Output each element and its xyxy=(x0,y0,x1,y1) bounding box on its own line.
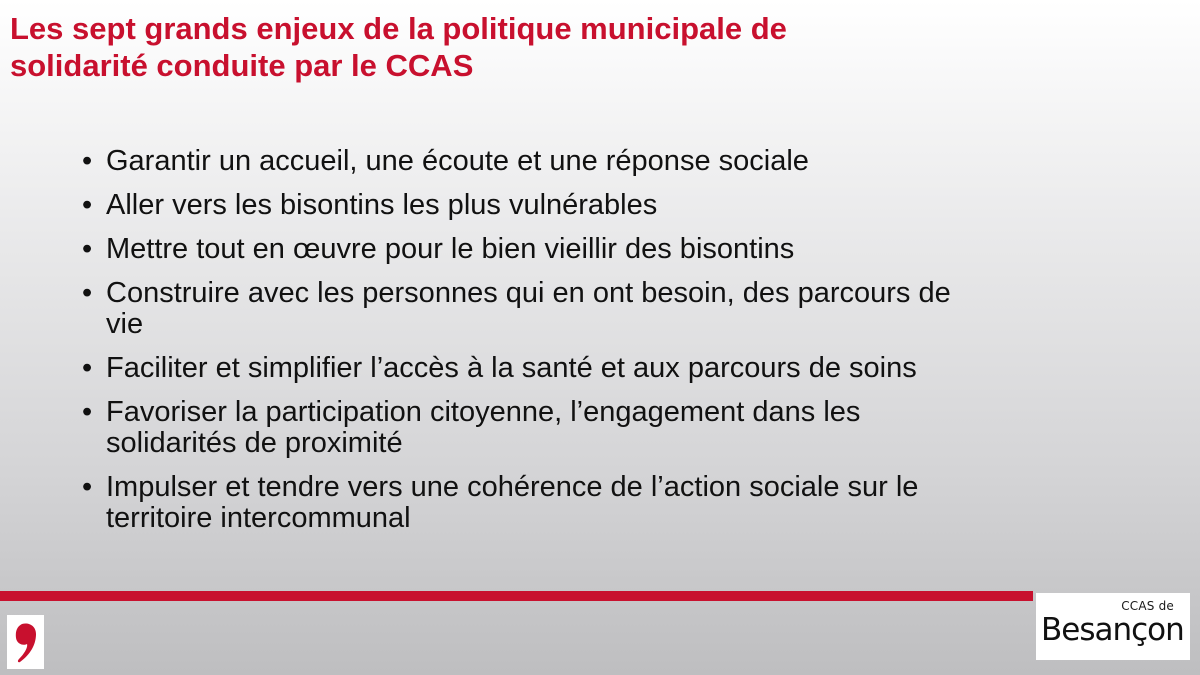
bullet-text-line-1: Impulser et tendre vers une cohérence de l’action sociale sur le xyxy=(106,471,919,503)
bullet-icon: • xyxy=(82,277,93,309)
bullet-icon: • xyxy=(82,233,93,265)
bullet-item-3 xyxy=(82,234,1082,265)
bullet-item-7 xyxy=(82,472,1082,534)
bullet-item-6 xyxy=(82,397,1082,459)
bullet-text: Aller vers les bisontins les plus vulnérables xyxy=(106,189,658,221)
comma-logo-graphic xyxy=(7,615,44,669)
bullet-icon: • xyxy=(82,145,93,177)
logo-subtitle: CCAS de xyxy=(1121,599,1174,613)
bullet-item-5 xyxy=(82,353,1082,384)
comma-logo-icon xyxy=(7,615,44,669)
slide-title-line-1: Les sept grands enjeux de la politique municipale de xyxy=(10,11,787,46)
bullet-item-2 xyxy=(82,190,1082,221)
slide-title-line-2: solidarité conduite par le CCAS xyxy=(10,48,474,83)
bullet-text-line-1: Favoriser la participation citoyenne, l’engagement dans les xyxy=(106,396,861,428)
bullet-text: Faciliter et simplifier l’accès à la santé et aux parcours de soins xyxy=(106,352,917,384)
bullet-list xyxy=(82,146,1082,534)
bullet-icon: • xyxy=(82,396,93,428)
bullet-icon: • xyxy=(82,471,93,503)
bullet-text-line-2: vie xyxy=(106,308,144,340)
bullet-text: Garantir un accueil, une écoute et une réponse sociale xyxy=(106,145,809,177)
bullet-item-4 xyxy=(82,278,1082,340)
bullet-text-line-2: solidarités de proximité xyxy=(106,427,403,459)
bullet-icon: • xyxy=(82,352,93,384)
bullet-icon: • xyxy=(82,189,93,221)
besancon-logo xyxy=(1036,593,1190,660)
bullet-text-line-1: Construire avec les personnes qui en ont besoin, des parcours de xyxy=(106,277,951,309)
bullet-text-line-2: territoire intercommunal xyxy=(106,502,411,534)
logo-title: Besançon xyxy=(1041,612,1184,648)
footer-divider xyxy=(0,591,1033,601)
slide-title xyxy=(10,10,990,84)
bullet-text: Mettre tout en œuvre pour le bien vieillir des bisontins xyxy=(106,233,795,265)
bullet-item-1 xyxy=(82,146,1082,177)
